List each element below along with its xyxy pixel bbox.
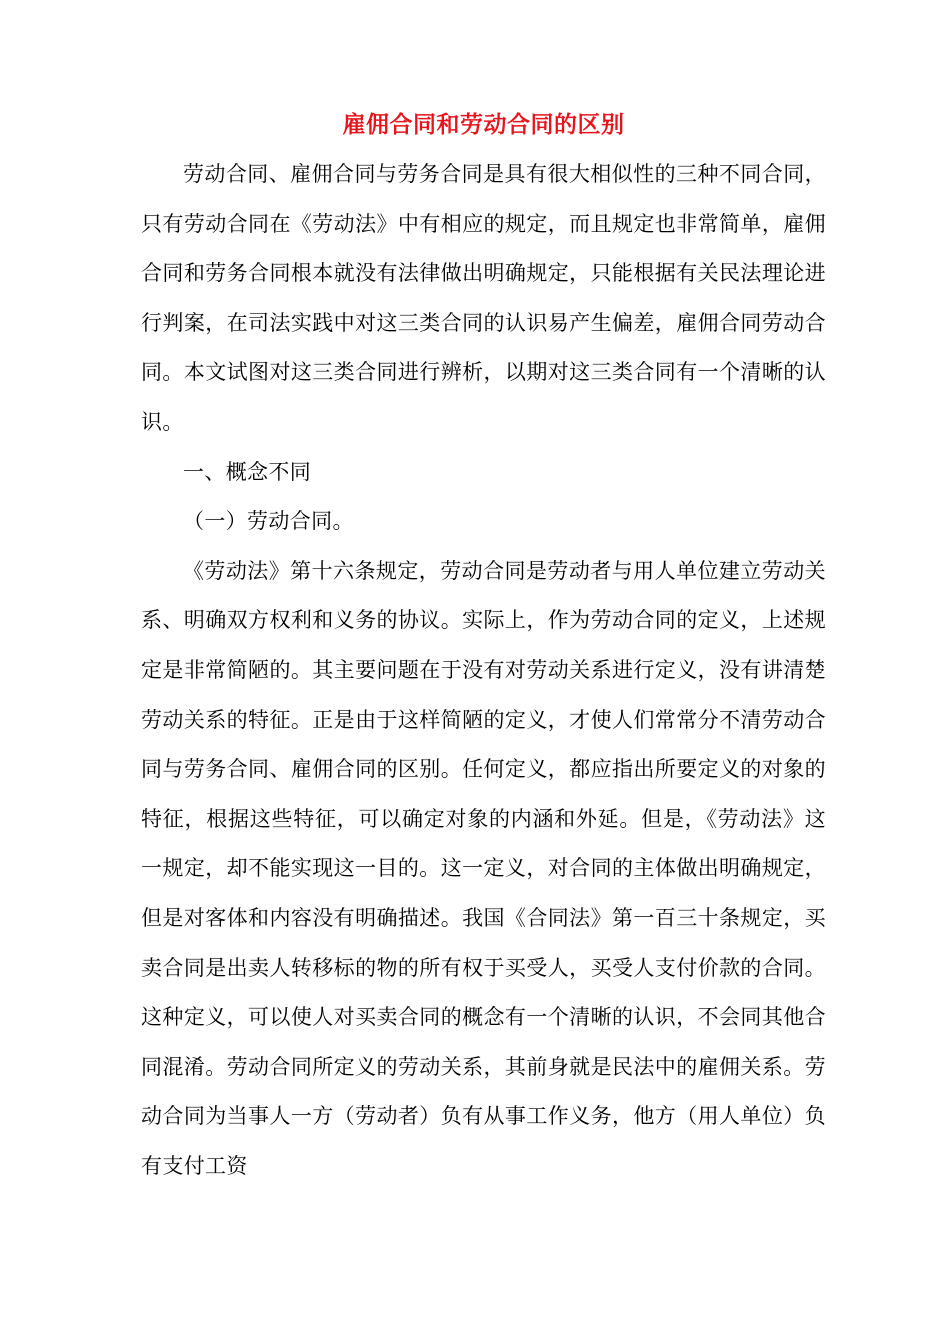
document-title: 雇佣合同和劳动合同的区别 (342, 111, 625, 138)
body-paragraph: 《劳动法》第十六条规定，劳动合同是劳动者与用人单位建立劳动关系、明确双方权利和义务的协议。实际上，作为劳动合同的定义，上述规定是非常简陋的。其主要问题在于没有对劳动关系进行定义，没有讲清楚劳动关系的特征。正是由于这样简陋的定义，才使人们常常分不清劳动合同与劳务合同、雇佣合同的区别。任何定义，都应指出所要定义的对象的特征，根据这些特征，可以确定对象的内涵和外延。但是，《劳动法》这一规定，却不能实现这一目的。这一定义，对合同的主体做出明确规定，但是对客体和内容没有明确描述。我国《合同法》第一百三十条规定，买卖合同是出卖人转移标的物的所有权于买受人，买受人支付价款的合同。这种定义，可以使人对买卖合同的概念有一个清晰的认识，不会同其他合同混淆。劳动合同所定义的劳动关系，其前身就是民法中的雇佣关系。劳动合同为当事人一方（劳动者）负有从事工作义务，他方（用人单位）负有支付工资 (141, 558, 826, 1178)
section-heading: 一、概念不同 (183, 459, 312, 484)
document-content (141, 100, 826, 1191)
subsection-heading: （一）劳动合同。 (183, 509, 354, 534)
intro-paragraph: 劳动合同、雇佣合同与劳务合同是具有很大相似性的三种不同合同，只有劳动合同在《劳动法》中有相应的规定，而且规定也非常简单，雇佣合同和劳务合同根本就没有法律做出明确规定，只能根据有关民法理论进行判案，在司法实践中对这三类合同的认识易产生偏差，雇佣合同劳动合同。本文试图对这三类合同进行辨析，以期对这三类合同有一个清晰的认识。 (141, 162, 826, 434)
